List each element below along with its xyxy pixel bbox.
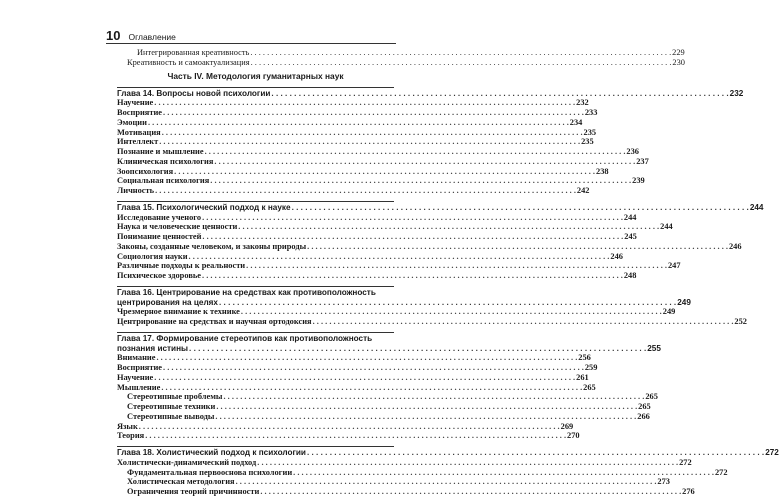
toc-entry-label: Эмоции [117,117,147,127]
toc-chapters [117,87,779,497]
toc-entry-label: Клиническая психология [117,156,214,166]
chapter-block [117,286,747,327]
toc-entry[interactable] [117,477,670,487]
dot-leader [250,48,671,58]
toc-entry-label: Холистически-динамический подход [117,457,257,467]
dot-leader [238,222,659,232]
toc-entry-page: 232 [576,98,589,108]
chapter-block [117,332,661,441]
toc-entry-page: 247 [667,261,681,271]
toc-entry-label: Познание и мышление [117,147,204,156]
toc-entry-page: 237 [636,156,649,166]
chapter-title[interactable] [117,88,744,99]
dot-leader [241,307,662,317]
toc-entry-label: Наука и человеческие ценности [117,222,238,232]
dot-leader [139,422,560,432]
dot-leader [219,298,676,308]
toc-entry-page: 230 [672,57,685,67]
chapter-title-line[interactable]: Глава 16. Центрирование на средствах как противоположность [117,287,376,297]
toc-entry[interactable] [117,372,589,383]
toc-entry[interactable] [117,222,673,232]
part-title: Часть IV. Методология гуманитарных наук [167,70,344,81]
chapter-block [117,446,779,497]
toc-entry[interactable] [117,108,598,118]
toc-entry-page: 235 [583,127,597,137]
toc-entry[interactable] [117,241,742,252]
toc-entry-label: Чрезмерное внимание к технике [117,307,240,317]
toc-entry-page: 233 [584,108,598,117]
toc-entry[interactable] [117,137,594,147]
toc-entry-label: Психическое здоровье [117,271,201,280]
toc-entry-label: Мышление [117,382,161,392]
toc-entry-label: Интеллект [117,137,159,147]
toc-entry-page: 256 [578,353,591,363]
toc-entry-page: 234 [569,117,583,127]
toc-entry[interactable] [117,156,649,167]
dot-leader [202,213,623,223]
toc-entry-label: Глава 14. Вопросы новой психологии [117,88,271,98]
toc-entry[interactable] [117,402,651,412]
dot-leader [159,137,580,147]
toc-entry-label: Глава 15. Психологический подход к науке [117,202,291,212]
toc-entry[interactable] [117,212,637,223]
toc-entry-page: 236 [626,147,639,156]
toc-entry-page: 244 [749,202,764,212]
chapter-title[interactable] [117,448,779,458]
dot-leader [236,477,657,487]
toc-entry-label: Личность [117,186,155,195]
dot-leader [189,252,610,262]
toc-entry-label: Центрирование на средствах и научная ортодоксия [117,317,312,326]
toc-entry-label: Социальная психология [117,176,210,186]
table-of-contents [117,48,779,497]
dot-leader [163,363,584,373]
chapter-title-line[interactable]: Глава 17. Формирование стереотипов как противоположность [117,333,373,343]
toc-entry[interactable] [117,251,623,262]
toc-entry[interactable] [117,98,589,108]
toc-entry-label: Креативность и самоактуализация [127,57,250,67]
dot-leader [154,98,575,108]
toc-entry-page: 238 [596,166,609,176]
chapter-block [117,201,764,281]
toc-entry-page: 270 [567,431,580,441]
toc-entry-page: 276 [682,487,695,496]
dot-leader [155,186,576,196]
toc-entry-page: 244 [660,222,673,232]
dot-leader [293,468,714,478]
dot-leader [260,487,681,497]
dot-leader [163,108,584,118]
toc-entry-label: Исследование ученого [117,212,202,222]
toc-entry-label: Фундаментальная первооснова психологии [127,467,293,477]
dot-leader [156,353,577,363]
dot-leader [189,344,646,354]
dot-leader [223,392,644,402]
toc-entry[interactable] [117,317,747,327]
toc-entry-page: 272 [714,467,728,477]
toc-entry[interactable] [117,176,645,186]
chapter-title[interactable] [117,202,764,213]
toc-entry-page: 252 [734,317,747,326]
toc-entry-label: Теория [117,431,145,441]
dot-leader [307,448,764,458]
toc-entry-label: Холистическая методология [127,477,235,487]
dot-leader [251,58,672,68]
dot-leader [214,157,635,167]
toc-entry-label: Стереотипные техники [127,402,216,411]
dot-leader [257,458,678,468]
page-header [106,29,396,44]
dot-leader [215,412,636,422]
toc-entry-label: Внимание [117,353,156,363]
dot-leader [154,373,575,383]
toc-entry-label: Научение [117,372,154,382]
toc-entry-page: 244 [623,212,637,222]
toc-entry[interactable] [117,271,637,281]
toc-entry[interactable] [117,147,639,157]
toc-entry[interactable] [117,382,596,393]
toc-entry-label: Мотивация [117,127,161,137]
toc-entry[interactable] [117,307,676,317]
toc-entry-page: 261 [576,372,589,382]
toc-entry[interactable] [117,431,580,441]
toc-entry[interactable] [117,411,650,422]
toc-entry-label: Интегрированная креативность [137,48,250,57]
toc-intro [117,48,685,68]
toc-entry[interactable] [117,166,609,177]
toc-entry-page: 229 [672,48,685,57]
toc-entry-page: 255 [647,343,661,353]
toc-entry[interactable] [117,127,597,138]
toc-entry[interactable] [117,392,658,402]
toc-entry-label: Глава 18. Холистический подход к психологии [117,448,306,457]
chapter-title[interactable] [117,297,691,308]
toc-entry[interactable] [117,186,590,196]
toc-entry-label: Зоопсихология [117,166,174,176]
toc-entry[interactable] [117,487,695,497]
toc-entry-page: 249 [677,297,691,307]
toc-entry-page: 245 [624,232,637,241]
toc-entry-page: 269 [560,421,574,431]
dot-leader [202,232,623,242]
toc-entry-page: 265 [583,382,596,392]
page-number: 10 [106,28,121,43]
toc-entry-page: 232 [729,88,744,98]
toc-entry-page: 249 [662,307,676,317]
toc-entry[interactable] [117,353,591,363]
toc-entry-page: 242 [576,186,590,195]
dot-leader [148,118,569,128]
dot-leader [271,89,728,99]
dot-leader [210,176,631,186]
dot-leader [145,431,566,441]
toc-entry-page: 265 [638,402,651,411]
toc-entry-label: Восприятие [117,363,162,372]
toc-entry[interactable] [117,48,685,58]
dot-leader [161,383,582,393]
toc-entry-page: 248 [623,271,637,280]
toc-entry-label: Различные подходы к реальности [117,261,246,271]
chapter-block [117,87,744,196]
dot-leader [174,167,595,177]
toc-entry[interactable] [117,421,574,432]
toc-entry-label: Стереотипные выводы [127,411,215,421]
dot-leader [246,261,667,271]
toc-entry-page: 246 [728,241,742,251]
toc-entry-page: 246 [610,251,623,261]
dot-leader [307,242,728,252]
dot-leader [162,128,583,138]
toc-entry-page: 266 [637,411,650,421]
toc-entry-page: 235 [581,137,594,147]
toc-entry-page: 272 [679,457,692,467]
toc-entry-label: Язык [117,421,138,431]
toc-entry-label: центрирования на целях [117,297,218,307]
toc-entry-label: Восприятие [117,108,162,117]
toc-entry[interactable] [117,467,728,478]
toc-entry-label: познания истины [117,343,189,353]
dot-leader [205,147,626,157]
running-title: Оглавление [128,32,176,42]
toc-entry-label: Понимание ценностей [117,232,202,241]
toc-entry-page: 273 [657,477,670,487]
toc-entry-label: Законы, созданные человеком, и законы природы [117,241,307,251]
toc-entry-page: 265 [645,392,658,402]
toc-entry-label: Стереотипные проблемы [127,392,223,402]
toc-entry-label: Социология науки [117,251,188,261]
chapter-title[interactable] [117,343,661,354]
toc-entry[interactable] [117,57,685,68]
dot-leader [292,203,749,213]
toc-entry-page: 272 [765,448,779,457]
toc-entry[interactable] [117,261,681,271]
toc-entry-page: 259 [584,363,598,372]
toc-entry[interactable] [117,457,692,468]
toc-entry[interactable] [117,117,583,128]
toc-entry[interactable] [117,363,598,373]
dot-leader [313,317,734,327]
toc-entry[interactable] [117,232,637,242]
dot-leader [202,271,623,281]
toc-entry-label: Научение [117,98,154,108]
toc-entry-label: Ограничения теорий причинности [127,487,260,496]
dot-leader [216,402,637,412]
toc-entry-page: 239 [632,176,645,186]
